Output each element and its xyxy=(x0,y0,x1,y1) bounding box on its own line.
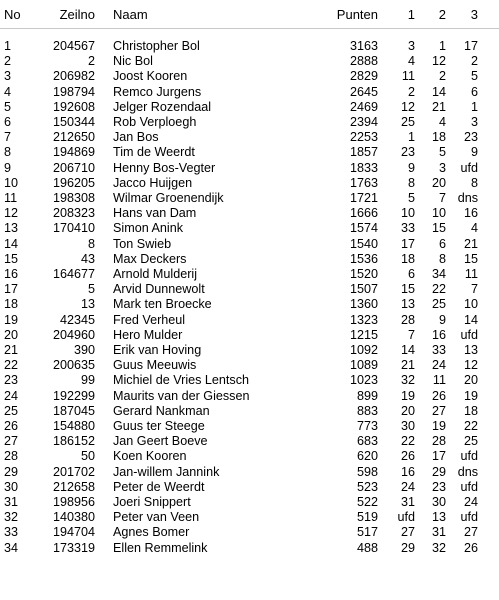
row-punten: 523 xyxy=(356,479,378,494)
row-race-2: 29 xyxy=(431,464,446,479)
row-race-2: 4 xyxy=(438,115,446,129)
row-race-3: 22 xyxy=(463,419,478,433)
row-race-2: 34 xyxy=(431,267,446,281)
row-zeilno: 212658 xyxy=(52,479,95,494)
table-row xyxy=(0,419,499,434)
row-race-3: 7 xyxy=(470,282,478,297)
row-race-3: 3 xyxy=(470,115,478,129)
row-race-1: 24 xyxy=(400,479,415,494)
row-race-1: ufd xyxy=(397,510,415,525)
table-row xyxy=(0,69,499,84)
table-row xyxy=(0,358,499,373)
row-race-3: ufd xyxy=(460,510,478,525)
row-no: 31 xyxy=(4,495,19,509)
row-naam: Jan-willem Jannink xyxy=(113,464,220,479)
table-row xyxy=(0,100,499,115)
header-zeilno: Zeilno xyxy=(59,7,95,22)
row-zeilno: 173319 xyxy=(52,540,95,555)
row-naam: Wilmar Groenendijk xyxy=(113,191,224,205)
row-punten: 488 xyxy=(356,540,378,555)
row-zeilno: 198794 xyxy=(52,84,95,99)
row-no: 14 xyxy=(4,236,19,251)
row-naam: Tim de Weerdt xyxy=(113,145,195,160)
row-zeilno: 192299 xyxy=(52,388,95,403)
row-punten: 1833 xyxy=(349,160,378,175)
row-no: 28 xyxy=(4,449,19,464)
row-race-1: 15 xyxy=(400,282,415,297)
row-race-1: 3 xyxy=(407,39,415,53)
row-zeilno: 204960 xyxy=(52,327,95,342)
header-race-2: 2 xyxy=(438,7,446,22)
row-race-3: 6 xyxy=(470,84,478,99)
row-no: 4 xyxy=(4,84,12,99)
row-race-3: 15 xyxy=(463,251,478,266)
row-naam: Simon Anink xyxy=(113,221,184,236)
table-row xyxy=(0,313,499,328)
table-row xyxy=(0,252,499,267)
row-race-3: ufd xyxy=(460,160,478,175)
row-race-1: 14 xyxy=(400,343,415,357)
table-row xyxy=(0,161,499,176)
row-zeilno: 201702 xyxy=(52,464,95,479)
row-race-1: 19 xyxy=(400,388,415,403)
table-row xyxy=(0,145,499,160)
row-zeilno: 8 xyxy=(87,236,95,251)
row-race-2: 23 xyxy=(431,479,446,494)
table-row xyxy=(0,39,499,54)
row-race-3: 8 xyxy=(470,175,478,190)
row-no: 19 xyxy=(4,312,19,327)
row-race-1: 13 xyxy=(400,297,415,312)
row-race-1: 9 xyxy=(407,160,415,175)
row-race-1: 28 xyxy=(400,312,415,327)
table-row xyxy=(0,510,499,525)
row-race-1: 18 xyxy=(400,251,415,266)
row-naam: Jelger Rozendaal xyxy=(113,99,212,114)
row-race-1: 26 xyxy=(400,449,415,464)
header-no: No xyxy=(4,7,21,22)
row-no: 1 xyxy=(4,39,12,53)
row-zeilno: 13 xyxy=(80,297,95,312)
row-punten: 1721 xyxy=(349,191,378,205)
table-row xyxy=(0,221,499,236)
row-punten: 2829 xyxy=(349,69,378,84)
row-punten: 1763 xyxy=(349,175,378,190)
row-race-2: 22 xyxy=(431,282,446,297)
row-no: 8 xyxy=(4,145,12,160)
row-naam: Maurits van der Giessen xyxy=(113,388,250,403)
row-no: 23 xyxy=(4,373,19,388)
row-zeilno: 43 xyxy=(80,251,95,266)
row-no: 25 xyxy=(4,403,19,418)
row-naam: Henny Bos-Vegter xyxy=(113,160,216,175)
row-race-1: 7 xyxy=(407,327,415,342)
row-race-3: 12 xyxy=(463,358,478,373)
row-race-3: ufd xyxy=(460,327,478,342)
row-zeilno: 198308 xyxy=(52,191,95,205)
row-zeilno: 192608 xyxy=(52,99,95,114)
table-row xyxy=(0,525,499,540)
row-race-3: 11 xyxy=(464,267,478,281)
table-row xyxy=(0,404,499,419)
row-punten: 1574 xyxy=(349,221,378,236)
row-race-3: dns xyxy=(457,191,478,205)
row-race-2: 3 xyxy=(438,160,446,175)
row-no: 21 xyxy=(4,343,19,357)
row-no: 12 xyxy=(4,206,19,221)
row-zeilno: 196205 xyxy=(52,175,95,190)
table-row xyxy=(0,206,499,221)
table-header xyxy=(0,2,499,28)
row-race-3: 21 xyxy=(463,236,478,251)
row-no: 2 xyxy=(4,54,12,69)
row-race-2: 27 xyxy=(431,403,446,418)
row-race-2: 7 xyxy=(438,191,446,205)
row-race-2: 17 xyxy=(431,449,446,464)
row-race-1: 5 xyxy=(407,191,415,205)
row-naam: Remco Jurgens xyxy=(113,84,202,99)
row-zeilno: 187045 xyxy=(52,403,95,418)
row-race-2: 20 xyxy=(431,175,446,190)
row-punten: 1857 xyxy=(349,145,378,160)
row-race-2: 13 xyxy=(431,510,446,525)
row-punten: 2645 xyxy=(349,84,378,99)
row-punten: 1540 xyxy=(349,236,378,251)
row-zeilno: 50 xyxy=(80,449,95,464)
row-race-2: 31 xyxy=(431,525,446,540)
table-row xyxy=(0,176,499,191)
row-naam: Fred Verheul xyxy=(113,312,186,327)
row-punten: 519 xyxy=(356,510,378,525)
row-no: 30 xyxy=(4,479,19,494)
table-row xyxy=(0,449,499,464)
row-naam: Peter van Veen xyxy=(113,510,200,525)
row-race-3: 16 xyxy=(463,206,478,221)
row-race-2: 1 xyxy=(438,39,446,53)
row-punten: 899 xyxy=(356,388,378,403)
row-punten: 1323 xyxy=(349,312,378,327)
row-race-3: 13 xyxy=(463,343,478,357)
row-no: 11 xyxy=(4,191,18,205)
row-race-1: 11 xyxy=(401,69,415,84)
header-divider xyxy=(0,28,499,29)
row-punten: 773 xyxy=(356,419,378,433)
row-naam: Michiel de Vries Lentsch xyxy=(113,373,250,388)
row-race-3: 17 xyxy=(463,39,478,53)
row-zeilno: 390 xyxy=(73,343,95,357)
row-punten: 522 xyxy=(356,495,378,509)
row-race-3: 18 xyxy=(463,403,478,418)
row-punten: 620 xyxy=(356,449,378,464)
table-row xyxy=(0,267,499,282)
header-race-1: 1 xyxy=(407,7,415,22)
row-naam: Joost Kooren xyxy=(113,69,188,84)
row-punten: 1520 xyxy=(349,267,378,281)
row-naam: Jan Geert Boeve xyxy=(113,434,208,449)
row-race-2: 9 xyxy=(438,312,446,327)
header-naam: Naam xyxy=(113,7,148,22)
row-punten: 598 xyxy=(356,464,378,479)
row-punten: 1507 xyxy=(349,282,378,297)
header-race-3: 3 xyxy=(470,7,478,22)
row-punten: 683 xyxy=(356,434,378,449)
row-no: 17 xyxy=(4,282,19,297)
row-naam: Joeri Snippert xyxy=(113,495,191,509)
row-punten: 2888 xyxy=(349,54,378,69)
row-race-2: 6 xyxy=(438,236,446,251)
row-punten: 3163 xyxy=(349,39,378,53)
row-race-3: 20 xyxy=(463,373,478,388)
row-race-1: 21 xyxy=(400,358,415,373)
header-punten: Punten xyxy=(336,7,378,22)
row-no: 32 xyxy=(4,510,19,525)
row-punten: 1089 xyxy=(349,358,378,373)
row-zeilno: 212650 xyxy=(52,130,95,145)
row-race-2: 16 xyxy=(431,327,446,342)
row-race-1: 30 xyxy=(400,419,415,433)
row-race-1: 17 xyxy=(400,236,415,251)
row-zeilno: 194704 xyxy=(52,525,95,540)
row-race-1: 8 xyxy=(407,175,415,190)
row-naam: Gerard Nankman xyxy=(113,403,210,418)
row-no: 16 xyxy=(4,267,19,281)
row-zeilno: 164677 xyxy=(52,267,95,281)
table-row xyxy=(0,115,499,130)
row-race-3: 26 xyxy=(463,540,478,555)
row-naam: Rob Verploegh xyxy=(113,115,197,129)
row-punten: 1360 xyxy=(349,297,378,312)
row-zeilno: 5 xyxy=(87,282,95,297)
row-race-2: 24 xyxy=(431,358,446,373)
row-race-3: 19 xyxy=(463,388,478,403)
row-naam: Erik van Hoving xyxy=(113,343,202,357)
table-row xyxy=(0,541,499,556)
row-naam: Jan Bos xyxy=(113,130,159,145)
row-zeilno: 42345 xyxy=(59,312,95,327)
row-punten: 1666 xyxy=(349,206,378,221)
table-row xyxy=(0,495,499,510)
row-race-1: 25 xyxy=(400,115,415,129)
row-race-3: 2 xyxy=(470,54,478,69)
row-race-3: dns xyxy=(457,464,478,479)
row-race-2: 18 xyxy=(431,130,446,145)
row-race-1: 2 xyxy=(407,84,415,99)
row-no: 29 xyxy=(4,464,19,479)
row-zeilno: 208323 xyxy=(52,206,95,221)
row-no: 18 xyxy=(4,297,19,312)
row-race-3: 4 xyxy=(470,221,478,236)
table-row xyxy=(0,237,499,252)
row-naam: Ton Swieb xyxy=(113,236,172,251)
row-race-3: 27 xyxy=(463,525,478,540)
row-race-3: 23 xyxy=(463,130,478,145)
row-no: 9 xyxy=(4,160,12,175)
row-race-2: 8 xyxy=(438,251,446,266)
row-race-3: ufd xyxy=(460,449,478,464)
row-race-1: 12 xyxy=(400,99,415,114)
row-naam: Jacco Huijgen xyxy=(113,175,193,190)
row-race-1: 16 xyxy=(400,464,415,479)
row-naam: Nic Bol xyxy=(113,54,153,69)
row-no: 22 xyxy=(4,358,19,373)
row-no: 10 xyxy=(4,175,19,190)
table-row xyxy=(0,282,499,297)
table-row xyxy=(0,373,499,388)
row-race-2: 12 xyxy=(431,54,446,69)
row-no: 26 xyxy=(4,419,19,433)
row-race-2: 28 xyxy=(431,434,446,449)
row-race-2: 14 xyxy=(431,84,446,99)
row-race-1: 29 xyxy=(400,540,415,555)
row-race-2: 33 xyxy=(431,343,446,357)
row-no: 13 xyxy=(4,221,19,236)
row-race-1: 22 xyxy=(400,434,415,449)
row-naam: Guus Meeuwis xyxy=(113,358,197,373)
row-no: 33 xyxy=(4,525,19,540)
row-race-2: 10 xyxy=(431,206,446,221)
row-punten: 2253 xyxy=(349,130,378,145)
table-row xyxy=(0,480,499,495)
row-no: 5 xyxy=(4,99,12,114)
row-race-2: 2 xyxy=(438,69,446,84)
row-race-3: ufd xyxy=(460,479,478,494)
row-race-2: 19 xyxy=(431,419,446,433)
row-zeilno: 154880 xyxy=(52,419,95,433)
row-naam: Arnold Mulderij xyxy=(113,267,197,281)
table-row xyxy=(0,465,499,480)
row-race-2: 11 xyxy=(432,373,446,388)
row-race-3: 5 xyxy=(470,69,478,84)
table-row xyxy=(0,389,499,404)
row-punten: 2394 xyxy=(349,115,378,129)
row-punten: 1092 xyxy=(349,343,378,357)
row-race-1: 1 xyxy=(407,130,415,145)
row-zeilno: 186152 xyxy=(52,434,95,449)
row-race-3: 25 xyxy=(463,434,478,449)
row-race-1: 23 xyxy=(400,145,415,160)
table-row xyxy=(0,434,499,449)
row-race-3: 9 xyxy=(470,145,478,160)
row-race-3: 1 xyxy=(470,99,478,114)
row-zeilno: 170410 xyxy=(52,221,95,236)
row-no: 20 xyxy=(4,327,19,342)
row-no: 6 xyxy=(4,115,12,129)
row-no: 34 xyxy=(4,540,19,555)
row-naam: Agnes Bomer xyxy=(113,525,190,540)
row-naam: Christopher Bol xyxy=(113,39,200,53)
table-row xyxy=(0,191,499,206)
table-row xyxy=(0,343,499,358)
row-no: 7 xyxy=(4,130,12,145)
row-race-1: 6 xyxy=(407,267,415,281)
row-naam: Peter de Weerdt xyxy=(113,479,205,494)
row-no: 27 xyxy=(4,434,19,449)
row-race-1: 20 xyxy=(400,403,415,418)
row-no: 3 xyxy=(4,69,12,84)
row-no: 15 xyxy=(4,251,19,266)
row-race-2: 25 xyxy=(431,297,446,312)
row-naam: Hero Mulder xyxy=(113,327,183,342)
row-zeilno: 206982 xyxy=(52,69,95,84)
row-naam: Arvid Dunnewolt xyxy=(113,282,205,297)
row-race-1: 4 xyxy=(407,54,415,69)
row-zeilno: 200635 xyxy=(52,358,95,373)
row-zeilno: 140380 xyxy=(52,510,95,525)
row-punten: 883 xyxy=(356,403,378,418)
row-zeilno: 194869 xyxy=(52,145,95,160)
row-zeilno: 204567 xyxy=(52,39,95,53)
table-row xyxy=(0,54,499,69)
row-naam: Ellen Remmelink xyxy=(113,540,208,555)
table-row xyxy=(0,130,499,145)
row-punten: 1536 xyxy=(349,251,378,266)
row-punten: 1023 xyxy=(349,373,378,388)
row-race-1: 27 xyxy=(400,525,415,540)
row-zeilno: 2 xyxy=(87,54,95,69)
row-race-1: 32 xyxy=(400,373,415,388)
row-race-2: 5 xyxy=(438,145,446,160)
row-punten: 1215 xyxy=(349,327,378,342)
row-punten: 2469 xyxy=(349,99,378,114)
row-race-1: 31 xyxy=(400,495,415,509)
row-naam: Max Deckers xyxy=(113,251,187,266)
row-race-1: 33 xyxy=(400,221,415,236)
row-race-1: 10 xyxy=(400,206,415,221)
row-zeilno: 150344 xyxy=(52,115,95,129)
row-naam: Mark ten Broecke xyxy=(113,297,212,312)
row-zeilno: 198956 xyxy=(52,495,95,509)
row-race-3: 24 xyxy=(463,495,478,509)
row-no: 24 xyxy=(4,388,19,403)
row-naam: Hans van Dam xyxy=(113,206,197,221)
row-zeilno: 206710 xyxy=(52,160,95,175)
table-row xyxy=(0,297,499,312)
row-race-2: 30 xyxy=(431,495,446,509)
row-race-3: 14 xyxy=(463,312,478,327)
table-row xyxy=(0,85,499,100)
row-race-2: 21 xyxy=(431,99,446,114)
row-punten: 517 xyxy=(356,525,378,540)
row-naam: Koen Kooren xyxy=(113,449,187,464)
table-row xyxy=(0,328,499,343)
row-race-2: 32 xyxy=(431,540,446,555)
row-race-2: 26 xyxy=(431,388,446,403)
row-zeilno: 99 xyxy=(80,373,95,388)
row-naam: Guus ter Steege xyxy=(113,419,205,433)
row-race-3: 10 xyxy=(463,297,478,312)
row-race-2: 15 xyxy=(431,221,446,236)
